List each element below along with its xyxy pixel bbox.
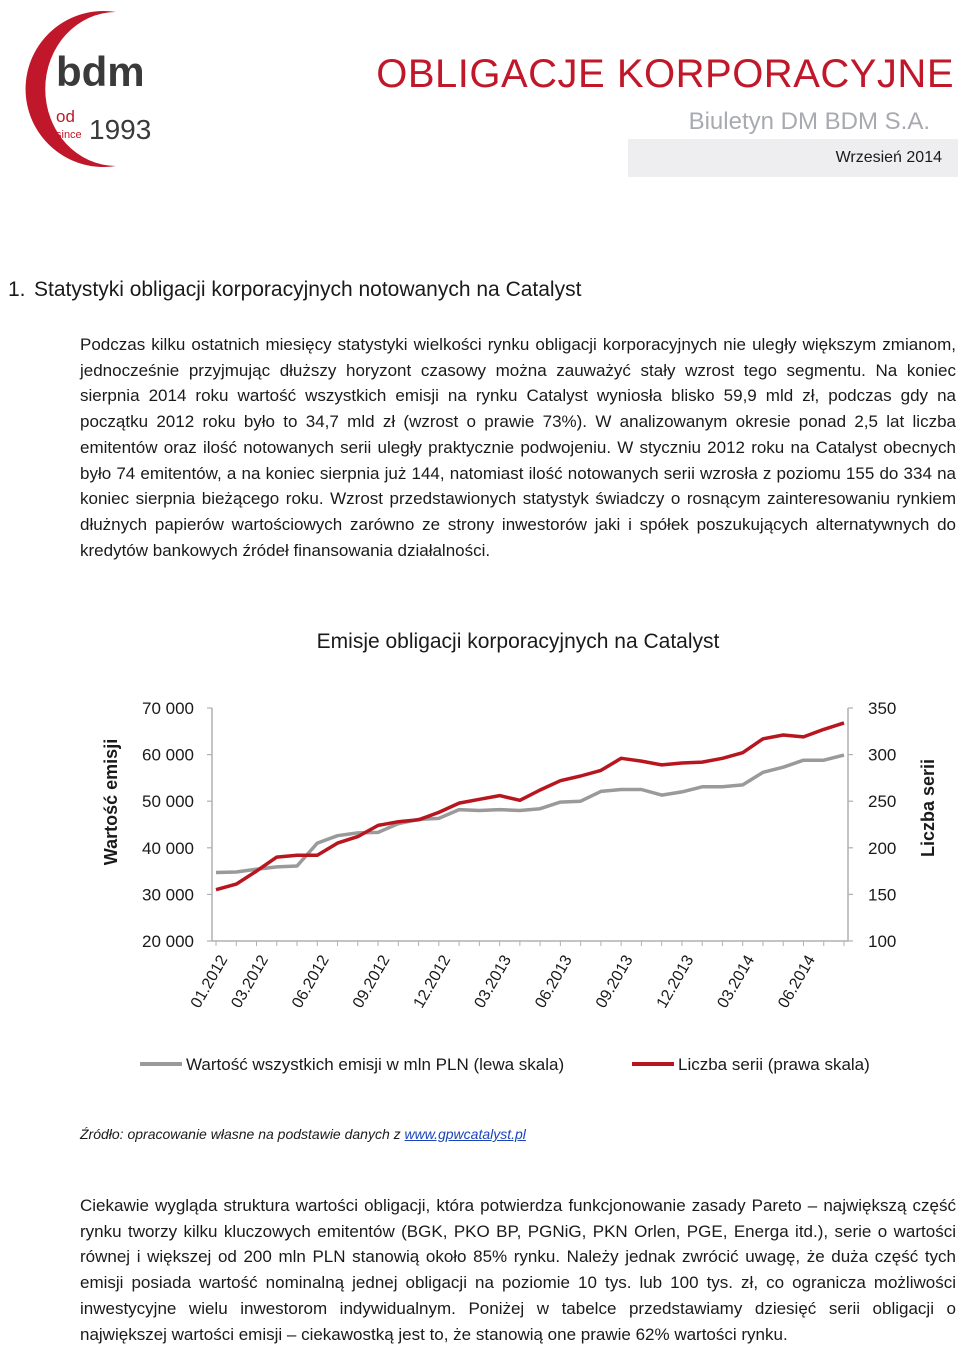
- source-prefix: Źródło: opracowanie własne na podstawie danych z: [80, 1126, 405, 1142]
- x-axis-ticks: [188, 941, 844, 1011]
- x-tick-label: 12.2013: [653, 952, 698, 1012]
- logo-year-text: 1993: [89, 114, 152, 145]
- right-axis-label: Liczba serii: [918, 758, 938, 858]
- right-tick-label: 350: [868, 699, 897, 718]
- page-subtitle: Biuletyn DM BDM S.A.: [688, 108, 930, 135]
- chart-title: Emisje obligacji korporacyjnych na Catalyst: [316, 630, 720, 653]
- source-link[interactable]: www.gpwcatalyst.pl: [404, 1126, 526, 1142]
- right-tick-label: 200: [868, 838, 897, 858]
- right-tick-label: 250: [868, 792, 897, 812]
- right-tick-label: 100: [868, 932, 897, 951]
- line-chart: [0, 680, 960, 1100]
- source-note: [80, 1126, 526, 1142]
- date-box: [628, 139, 958, 177]
- section-title: Statystyki obligacji korporacyjnych notowanych na Catalyst: [34, 278, 582, 301]
- bdm-logo: [4, 4, 184, 174]
- x-tick-label: 06.2013: [532, 952, 576, 1012]
- x-tick-label: 12.2012: [410, 952, 455, 1012]
- legend-label-series: Liczba serii (prawa skala): [678, 1055, 870, 1074]
- series-lines: [216, 723, 844, 890]
- logo-since-text: since: [56, 129, 82, 141]
- right-axis-ticks: [848, 699, 896, 951]
- x-tick-label: 06.2012: [289, 952, 333, 1012]
- left-axis-label: Wartość emisji: [101, 738, 121, 866]
- issue-date: Wrzesień 2014: [835, 149, 942, 166]
- x-tick-label: 01.2012: [187, 952, 232, 1012]
- x-tick-label: 06.2014: [775, 952, 819, 1012]
- left-tick-label: 60 000: [142, 745, 194, 765]
- section-heading: [8, 278, 581, 302]
- left-tick-label: 40 000: [142, 838, 194, 858]
- legend: [140, 1055, 870, 1074]
- left-tick-label: 20 000: [142, 932, 194, 951]
- x-tick-label: 09.2012: [349, 952, 394, 1012]
- logo-od-text: od: [56, 107, 75, 126]
- left-tick-label: 50 000: [142, 792, 194, 812]
- x-tick-label: 03.2014: [714, 952, 759, 1012]
- left-axis-ticks: [142, 699, 212, 951]
- pareto-paragraph: Ciekawie wygląda struktura wartości obligacji, która potwierdza funkcjonowanie zasady Pareto – największą część rynku tworzy kilku kluczowych emitentów (BGK, PKO BP, PGNiG, PKN Orlen, PGE, Energa itd.), serie o wartości równej i większej od 200 mln PLN stanowią około 85% rynku. Należy jednak zwrócić uwagę, że duża część tych emisji posiada wartość nominalną jednej obligacji na poziomie 10 tys. lub 100 tys. zł, co ogranicza możliwości inwestycyjne wielu inwestorom indywidualnym. Poniżej w tabelce przedstawiamy dziesięć serii obligacji o największej wartości emisji – ciekawostką jest to, że stanowią one prawie 62% wartości rynku.: [80, 1196, 956, 1344]
- x-tick-label: 03.2013: [471, 952, 516, 1012]
- chart-axes: [212, 708, 848, 941]
- legend-label-value: Wartość wszystkich emisji w mln PLN (lewa skala): [186, 1055, 565, 1074]
- left-tick-label: 70 000: [142, 699, 194, 718]
- right-tick-label: 150: [868, 885, 897, 905]
- series-line-count: [216, 723, 844, 890]
- left-tick-label: 30 000: [142, 885, 194, 905]
- x-tick-label: 03.2012: [228, 952, 272, 1012]
- logo-bdm-text: bdm: [56, 48, 145, 95]
- right-tick-label: 300: [868, 745, 897, 765]
- intro-paragraph: Podczas kilku ostatnich miesięcy statystyki wielkości rynku obligacji korporacyjnych nie uległy większym zmianom, jednocześnie przyjmując dłuższy horyzont czasowy można zauważyć stały wzrost tego segmentu. Na koniec sierpnia 2014 roku wartość wszystkich emisji na rynku Catalyst wyniosła blisko 59,9 mld zł, podczas gdy na początku 2012 roku było to 34,7 mld zł (wzrost o prawie 73%). W analizowanym okresie ponad 2,5 lat liczba emitentów oraz ilość notowanych serii uległy praktycznie podwojeniu. W styczniu 2012 roku na Catalyst obecnych było 74 emitentów, a na koniec sierpnia już 144, natomiast ilość notowanych serii wzrosła z poziomu 155 do 334 na koniec sierpnia bieżącego roku. Wzrost przedstawionych statystyk świadczy o rosnącym zainteresowaniu rynkiem dłużnych papierów wartościowych zarówno ze strony inwestorów jaki i spółek poszukujących alternatywnych do kredytów bankowych źródeł finansowania działalności.: [80, 335, 956, 560]
- x-tick-label: 09.2013: [592, 952, 637, 1012]
- page-title: OBLIGACJE KORPORACYJNE: [376, 52, 954, 96]
- section-number: 1.: [8, 278, 26, 301]
